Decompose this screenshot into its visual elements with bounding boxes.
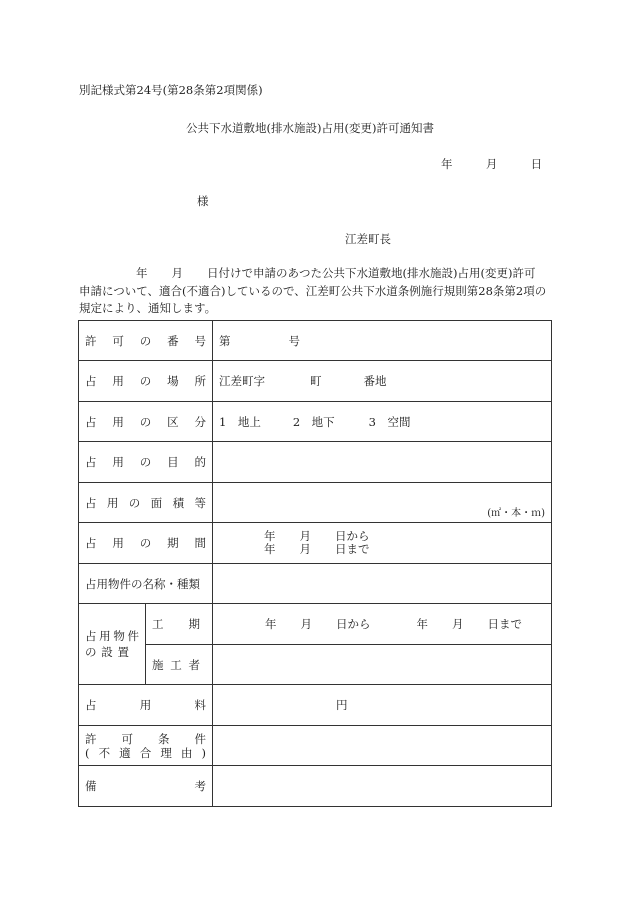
category-option-3: 3 空間 [368,414,411,429]
issuer: 江差町長 [345,232,391,246]
conditions-field[interactable] [213,726,552,766]
label-char: 等 [194,495,206,510]
label-char: の [128,495,141,510]
document-title: 公共下水道敷地(排水施設)占用(変更)許可通知書 [186,121,434,135]
cp-to-year: 年 [416,617,428,631]
permit-number-suffix: 号 [288,333,300,348]
label-char: 不 [98,745,111,760]
label-char: 占 [85,455,97,469]
label-char: の [85,645,97,659]
date-month-label: 月 [485,157,498,171]
remarks-field[interactable] [213,766,552,807]
construction-period-field[interactable] [213,604,552,645]
install1-label-text [85,628,139,644]
label-char: 許 [85,731,97,746]
install-label [79,604,146,685]
label-char: の [139,455,152,469]
label-char: 用 [139,698,152,712]
contractor-label-text [152,657,206,673]
permit-form-table [78,320,552,807]
label-char: 占 [85,495,97,510]
body-text [79,265,559,318]
table-row [79,604,552,645]
body-line-2: 申請について、適合(不適合)しているので、江差町公共下水道条例施行規則第28条第2項の [79,283,547,298]
label-char: 間 [194,536,206,550]
label-char: 工 [170,657,182,672]
label-char: 由 [180,745,193,760]
category-label [79,402,213,442]
body-line-3: 規定により、通知します。 [79,301,217,315]
fee-field[interactable] [213,685,552,726]
label-char: 的 [194,455,206,469]
body-year: 年 [136,266,148,280]
body-line-1-rest: 日付けで申請のあつた公共下水道敷地(排水施設)占用(変更)許可 [207,266,536,280]
label-char: 面 [150,495,163,510]
area-unit: (㎡・本・ｍ) [487,508,545,519]
label-char: 適 [119,745,131,760]
label-char: 許 [85,333,97,348]
period-from-day: 日から [335,529,370,543]
cond2-label-text [85,746,206,760]
remarks-label [79,766,213,807]
label-char: ) [201,745,206,760]
label-char: 分 [194,414,206,429]
fee-unit: 円 [336,698,348,712]
label-char: 用 [112,455,124,469]
label-char: 物 [113,629,125,643]
label-char: 号 [194,333,206,348]
label-char: 工 [152,617,164,631]
label-char: 可 [121,731,133,746]
period-from-month: 月 [299,529,311,543]
label-char: の [139,374,152,388]
body-line-1 [79,265,559,283]
label-char: 備 [85,779,97,793]
table-row [79,766,552,807]
object-label: 占用物件の名称・種類 [79,564,213,604]
purpose-label-text [85,454,206,470]
label-char: 料 [194,698,206,712]
cp-from-year: 年 [265,617,277,631]
period-field[interactable] [213,523,552,564]
table-row [79,321,552,361]
label-char: 者 [188,657,200,672]
period-label-text [85,535,206,551]
label-char: 区 [167,414,179,429]
label-char: 積 [172,495,185,510]
table-row [79,685,552,726]
label-char: 占 [85,698,97,712]
fee-label-text [85,697,206,713]
permit-number-prefix: 第 [219,333,231,348]
table-row [79,483,552,523]
contractor-field[interactable] [213,645,552,685]
label-char: 占 [85,629,97,643]
label-char: 可 [112,333,124,348]
date-line [441,156,542,172]
purpose-field[interactable] [213,442,552,483]
cp-to-day: 日まで [487,617,522,631]
label-char: 条 [158,731,170,746]
label-char: 占 [85,374,97,388]
object-field[interactable] [213,564,552,604]
label-char: 場 [167,374,179,388]
cperiod-label-text [152,616,206,632]
category-option-2: 2 地下 [292,414,335,429]
period-lines [219,530,545,556]
table-row [79,564,552,604]
period-to-year: 年 [264,542,276,556]
label-char: 件 [127,629,139,643]
period-from-year: 年 [264,529,276,543]
cp-to-month: 月 [452,617,464,631]
label-char: の [139,414,152,429]
label-char: 所 [194,374,206,388]
conditions-label [79,726,213,766]
form-number: 別記様式第24号(第28条第2項関係) [79,83,263,97]
label-char: 占 [85,536,97,550]
area-field[interactable] [213,483,552,523]
table-row [79,402,552,442]
label-char: 占 [85,414,97,429]
label-char: 考 [194,779,206,793]
label-char: ( [85,745,90,760]
body-month: 月 [171,266,183,280]
permit-number-field[interactable] [213,321,552,361]
contractor-label [146,645,213,685]
table-row [79,726,552,766]
period-to-month: 月 [299,542,311,556]
label-char: 用 [112,536,124,550]
label-char: 期 [167,536,179,550]
location-town: 町 [310,374,322,388]
label-char: の [139,333,152,348]
location-label-text [85,373,206,389]
label-char: 期 [188,617,200,631]
label-char: 理 [160,745,172,760]
label-char: 施 [152,657,164,672]
date-day-label: 日 [530,157,543,171]
category-field[interactable] [213,402,552,442]
label-char: 用 [106,495,119,510]
cp-from-day: 日から [336,617,371,631]
fee-label [79,685,213,726]
label-char: の [139,536,152,550]
period-to [264,543,545,556]
location-banchi: 番地 [363,374,387,388]
area-label-text [85,495,206,511]
label-char: 置 [117,645,129,659]
table-row [79,523,552,564]
period-label [79,523,213,564]
period-to-day: 日まで [335,542,370,556]
cond1-label-text [85,732,206,746]
install2-label-text [85,644,139,660]
label-char: 目 [167,455,179,469]
table-row [79,442,552,483]
remarks-label-text [85,778,206,794]
location-field[interactable] [213,361,552,402]
area-label [79,483,213,523]
addressee-suffix: 様 [197,194,209,208]
purpose-label [79,442,213,483]
date-year-label: 年 [441,157,453,171]
location-label [79,361,213,402]
label-char: 用 [99,629,111,643]
label-char: 合 [139,745,152,760]
permit-label-text [85,333,206,349]
permit-number-label [79,321,213,361]
label-char: 設 [101,645,113,659]
table-row [79,645,552,685]
label-char: 番 [167,333,179,348]
cp-from-month: 月 [300,617,312,631]
construction-period-label [146,604,213,645]
location-prefix: 江差町字 [219,374,265,388]
label-char: 用 [112,414,124,429]
label-char: 件 [194,731,206,746]
table-row [79,361,552,402]
label-char: 用 [112,374,124,388]
category-label-text [85,414,206,430]
category-option-1: 1 地上 [219,414,261,429]
